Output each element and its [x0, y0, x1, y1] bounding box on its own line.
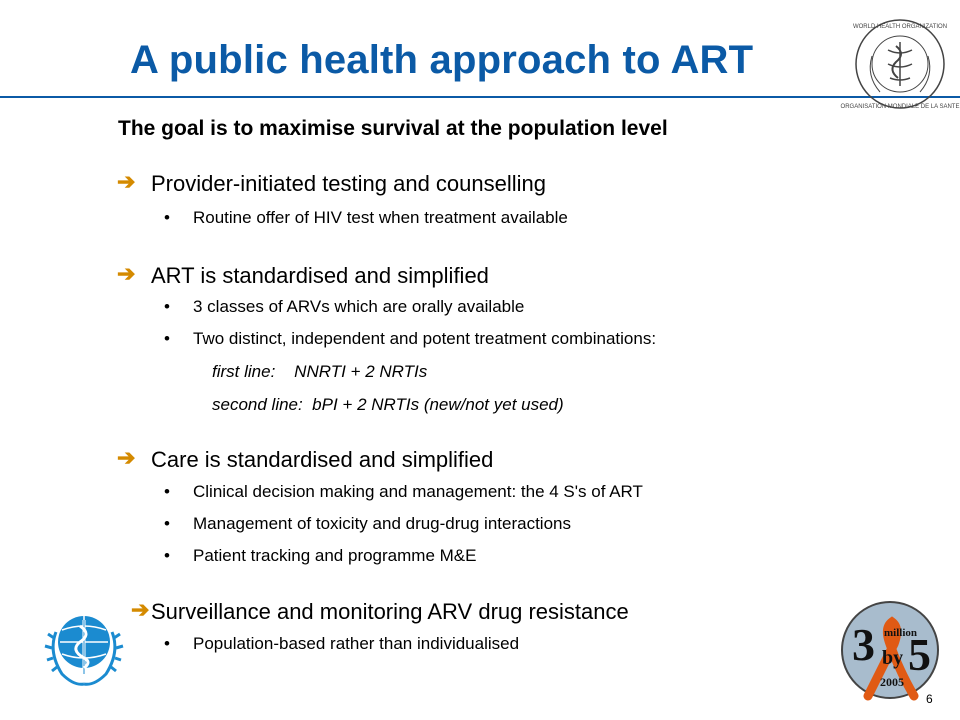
- bullet-text: Clinical decision making and management: the 4 S's of ART: [193, 482, 643, 501]
- svg-text:WORLD HEALTH ORGANIZATION: WORLD HEALTH ORGANIZATION: [852, 24, 948, 30]
- section-heading: Surveillance and monitoring ARV drug resistance: [151, 599, 629, 624]
- slide-title: A public health approach to ART: [130, 38, 754, 82]
- who-seal-logo: [840, 16, 960, 112]
- right-arrow-icon: ➔: [117, 261, 136, 286]
- logo-3: 3: [852, 619, 875, 670]
- bullet-icon: •: [164, 634, 170, 653]
- bullet-text: Population-based rather than individualised: [193, 634, 520, 653]
- section-heading: Care is standardised and simplified: [151, 447, 494, 472]
- svg-text:ORGANISATION MONDIALE DE LA SA: ORGANISATION MONDIALE DE LA SANTE: [840, 104, 960, 110]
- bullet-icon: •: [164, 208, 170, 227]
- bullet-text: Routine offer of HIV test when treatment available: [193, 208, 568, 227]
- right-arrow-icon: ➔: [117, 445, 136, 470]
- right-arrow-icon: ➔: [117, 169, 136, 194]
- bullet-icon: •: [164, 546, 170, 565]
- bullet-icon: •: [164, 482, 170, 501]
- regimen-line: second line: bPI + 2 NRTIs (new/not yet used): [212, 395, 564, 414]
- title-underline: [0, 96, 960, 98]
- bullet-text: Management of toxicity and drug-drug interactions: [193, 514, 571, 533]
- bullet-icon: •: [164, 297, 170, 316]
- logo-5: 5: [908, 629, 931, 680]
- slide-subtitle: The goal is to maximise survival at the population level: [118, 117, 668, 140]
- logo-by: by: [882, 647, 904, 669]
- right-arrow-icon: ➔: [131, 597, 150, 622]
- regimen-line: first line: NNRTI + 2 NRTIs: [212, 362, 428, 381]
- logo-2005: 2005: [880, 675, 904, 689]
- section-heading: ART is standardised and simplified: [151, 263, 489, 288]
- three-by-five-logo: [838, 598, 942, 702]
- bullet-text: 3 classes of ARVs which are orally available: [193, 297, 525, 316]
- section-heading: Provider-initiated testing and counselling: [151, 171, 547, 196]
- bullet-text: Two distinct, independent and potent treatment combinations:: [193, 329, 657, 348]
- bullet-text: Patient tracking and programme M&E: [193, 546, 477, 565]
- page-number: 6: [926, 692, 933, 706]
- logo-million: million: [884, 627, 918, 639]
- who-emblem-icon: [40, 602, 128, 690]
- bullet-icon: •: [164, 514, 170, 533]
- bullet-icon: •: [164, 329, 170, 348]
